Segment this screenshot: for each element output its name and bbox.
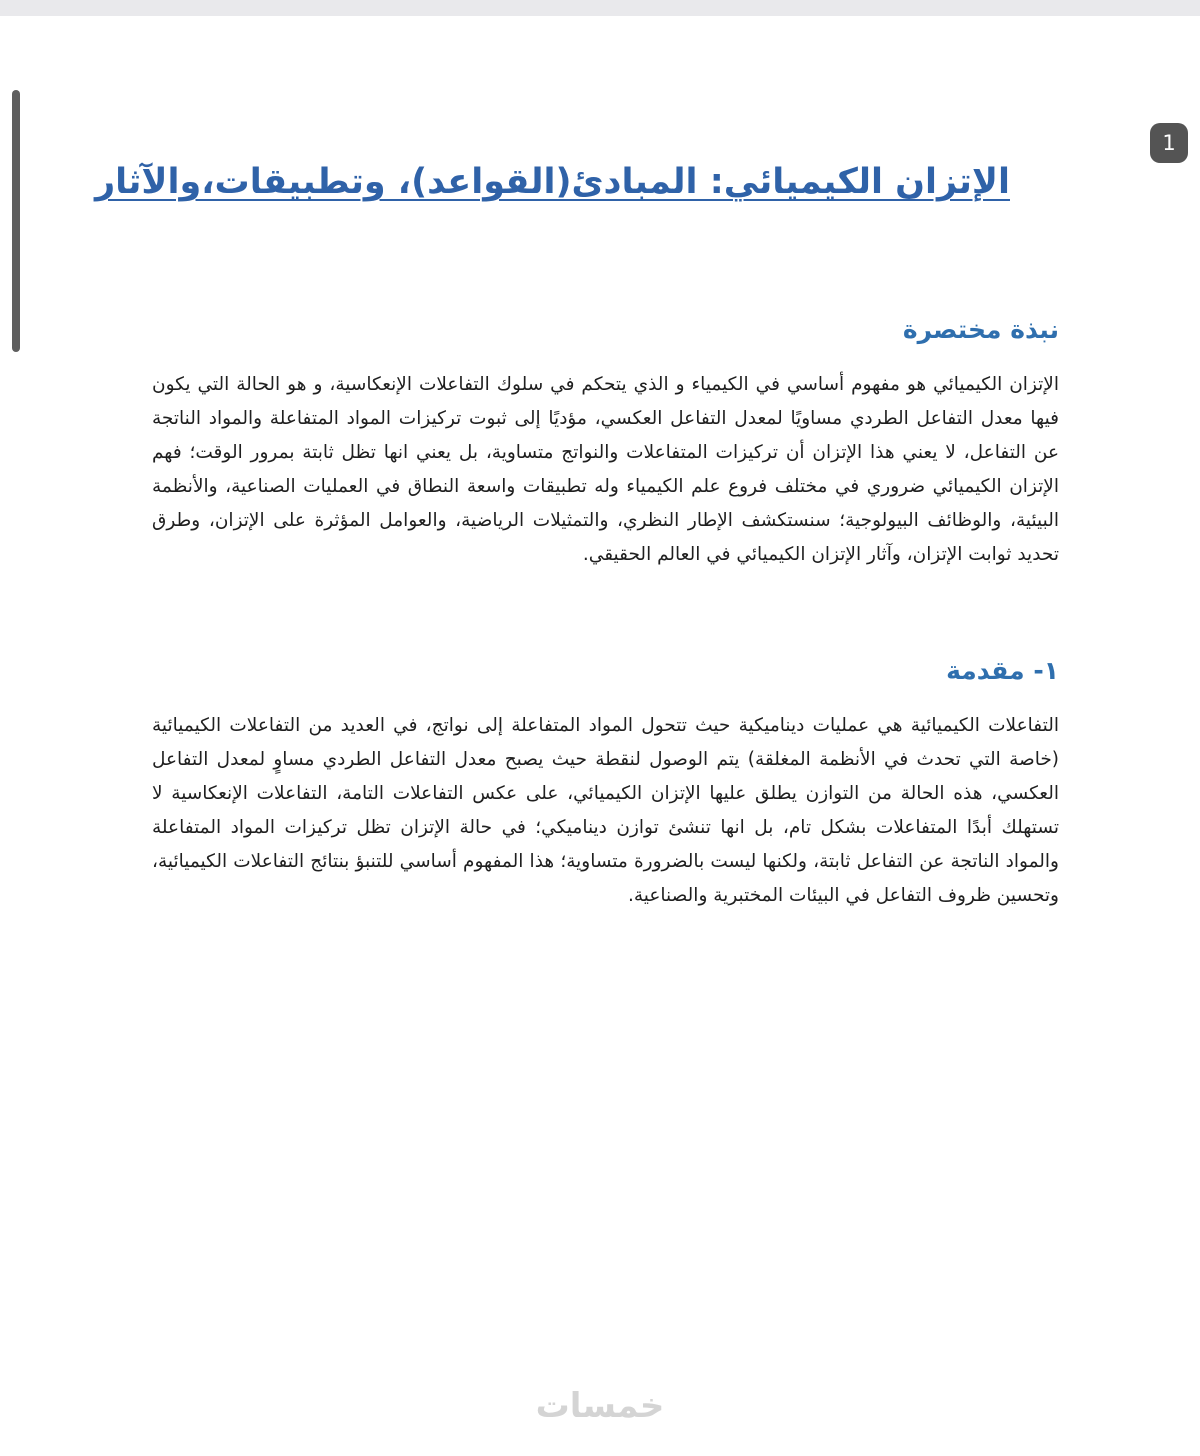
document-title-text: الإتزان الكيميائي: المبادئ(القواعد)، وتطبيقات،والآثار [95,162,1010,202]
document-title [95,152,1010,212]
top-bar [0,0,1200,16]
section-heading-introduction: ١- مقدمة [946,656,1059,685]
vertical-scrollbar[interactable] [12,90,20,352]
watermark-logo: خمسات [535,1386,665,1426]
summary-paragraph: الإتزان الكيميائي هو مفهوم أساسي في الكيمياء و الذي يتحكم في سلوك التفاعلات الإنعكاسية، و هو الحالة التي يكون فيها معدل التفاعل الطردي مساويًا لمعدل التفاعل العكسي، مؤديًا إلى ثبوت تركيزات المواد المتفاعلة والمواد الناتجة عن التفاعل، لا يعني هذا الإتزان أن تركيزات المتفاعلات والنواتج متساوية، بل يعني انها تظل ثابتة بمرور الوقت؛ فهم الإتزان الكيميائي ضروري في مختلف فروع علم الكيمياء وله تطبيقات واسعة النطاق في العمليات الصناعية، والأنظمة البيئية، والوظائف البيولوجية؛ سنستكشف الإطار النظري، والتمثيلات الرياضية، والعوامل المؤثرة على الإتزان، وطرق تحديد ثوابت الإتزان، وآثار الإتزان الكيميائي في العالم الحقيقي. [152,374,1059,565]
section-heading-summary: نبذة مختصرة [902,315,1059,344]
introduction-paragraph: التفاعلات الكيميائية هي عمليات ديناميكية حيث تتحول المواد المتفاعلة إلى نواتج، في العديد من التفاعلات الكيميائية (خاصة التي تحدث في الأنظمة المغلقة) يتم الوصول لنقطة حيث يصبح معدل التفاعل الطردي مساوٍ لمعدل التفاعل العكسي، هذه الحالة من التوازن يطلق عليها الإتزان الكيميائي، على عكس التفاعلات التامة، التفاعلات الإنعكاسية لا تستهلك أبدًا المتفاعلات بشكل تام، بل انها تنشئ توازن ديناميكي؛ في حالة الإتزان تظل تركيزات المواد المتفاعلة والمواد الناتجة عن التفاعل ثابتة، ولكنها ليست بالضرورة متساوية؛ هذا المفهوم أساسي للتنبؤ بنتائج التفاعلات الكيميائية، وتحسين ظروف التفاعل في البيئات المختبرية والصناعية. [152,715,1059,906]
page-number-badge: 1 [1150,123,1188,163]
